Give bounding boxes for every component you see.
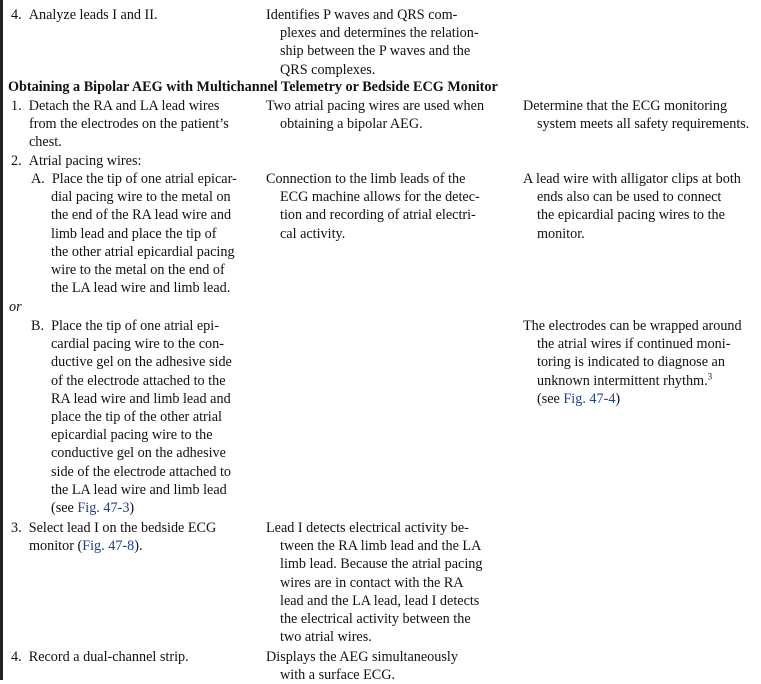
step-2a-note: A lead wire with alligator clips at both ends also can be used to connect the epicardial pacing wires to the monitor.	[523, 171, 741, 242]
step-1: 1. Detach the RA and LA lead wires from the electrodes on the patient’s chest.	[11, 98, 229, 151]
step-2a-rationale: Connection to the limb leads of the ECG machine allows for the detec- tion and recording of atrial electri- cal activity.	[266, 171, 480, 242]
step-4: 4. Record a dual-channel strip.	[11, 649, 189, 665]
step-2: 2. Atrial pacing wires:	[11, 153, 142, 169]
step-4-rationale: Displays the AEG simultaneously with a surface ECG.	[266, 649, 458, 684]
citation-superscript: 3	[707, 370, 713, 381]
step-3: 3. Select lead I on the bedside ECG monitor (Fig. 47-8).	[11, 520, 217, 555]
step-1-rationale: Two atrial pacing wires are used when obtaining a bipolar AEG.	[266, 98, 485, 133]
fig-47-3-ref-line: (see Fig. 47-3)	[51, 500, 135, 517]
fig-47-4-link[interactable]: Fig. 47-4	[563, 390, 616, 407]
fig-47-8-link[interactable]: Fig. 47-8	[82, 538, 135, 555]
top-step: 4. Analyze leads I and II.	[11, 7, 158, 23]
step-2a: A. Place the tip of one atrial epicar- dial pacing wire to the metal on the end of the RA lead wire and limb lead and place the tip of the other atrial epicardial pacing wire to the metal on the end of the LA lead wire and limb lead.	[31, 171, 237, 297]
left-margin-rule	[0, 0, 3, 680]
step-2b: B. Place the tip of one atrial epi- cardial pacing wire to the con- ductive gel on the adhesive side of the electrode attached to the RA lead wire and limb lead and place the tip of the other atrial epicardial pacing wire to the conductive gel on the adhesive side of the electrode attached to the LA lead wire and limb lead (see Fig. 47-3)	[31, 318, 232, 517]
fig-47-3-link[interactable]: Fig. 47-3	[77, 500, 130, 517]
section-heading: Obtaining a Bipolar AEG with Multichannel Telemetry or Bedside ECG Monitor	[8, 79, 498, 95]
step-2b-note: The electrodes can be wrapped around the atrial wires if continued moni- toring is indicated to diagnose an unknown intermittent rhythm.$^3$ (see Fig. 47-4)	[523, 318, 742, 407]
fig-47-4-ref-line: (see Fig. 47-4)	[537, 390, 621, 407]
or-label: or	[9, 299, 22, 315]
top-rationale: Identifies P waves and QRS com- plexes and determines the relation- ship between the P waves and the QRS complexes.	[266, 7, 479, 78]
step-1-note: Determine that the ECG monitoring system meets all safety requirements.	[523, 98, 750, 133]
step-3-rationale: Lead I detects electrical activity be- tween the RA limb lead and the LA limb lead. Because the atrial pacing wires are in contact with the RA lead and the LA lead, lead I detects the electrical activity between the two atrial wires.	[266, 520, 483, 646]
